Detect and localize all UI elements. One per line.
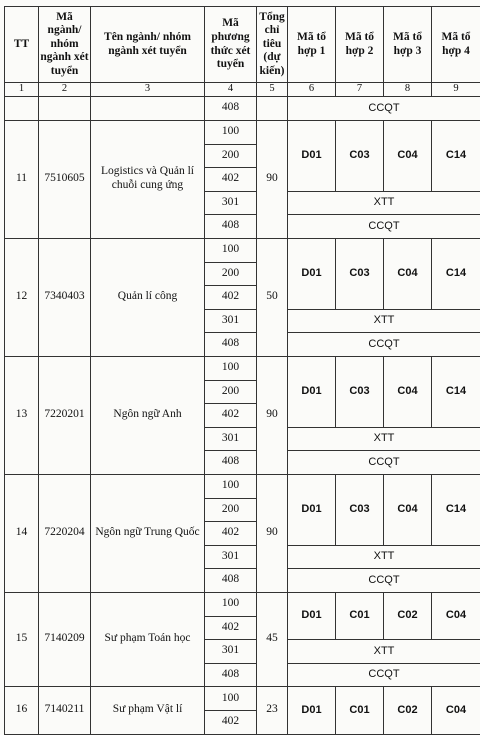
column-number: 4 [205,83,257,97]
combo-xtt: XTT [288,191,480,215]
method-code: 200 [205,380,257,404]
method-code: 402 [205,522,257,546]
method-code: 408 [205,569,257,593]
combo-4: C14 [432,474,480,545]
program-code: 7510605 [39,120,91,238]
program-name: Quản lí công [91,238,205,356]
cell-empty [257,97,288,121]
method-code: 408 [205,663,257,687]
header-row [5,7,480,83]
table-row [5,97,480,121]
combo-1: D01 [288,356,336,427]
combo-4: C14 [432,120,480,191]
combo-2: C01 [336,592,384,640]
table-row [5,687,480,711]
column-number: 7 [336,83,384,97]
combo-ccqt: CCQT [288,663,480,687]
admission-table [4,6,480,735]
column-number: 3 [91,83,205,97]
table-body [5,97,480,735]
column-number: 6 [288,83,336,97]
program-name: Ngôn ngữ Anh [91,356,205,474]
program-name: Ngôn ngữ Trung Quốc [91,474,205,592]
header-ma-phuong-thuc: Mã phương thức xét tuyển [205,7,257,83]
combo-1: D01 [288,238,336,309]
method-code: 301 [205,640,257,664]
header-to-hop-2: Mã tổ hợp 2 [336,7,384,83]
combo-xtt: XTT [288,545,480,569]
combo-ccqt: CCQT [288,333,480,357]
combo-3: C02 [384,592,432,640]
program-quota: 45 [257,592,288,687]
combo-3: C04 [384,474,432,545]
column-number: 2 [39,83,91,97]
table-row [5,356,480,380]
method-code: 402 [205,711,257,735]
combo-4: C14 [432,238,480,309]
row-tt: 15 [5,592,39,687]
program-quota: 90 [257,120,288,238]
program-code: 7140209 [39,592,91,687]
row-tt: 12 [5,238,39,356]
header-to-hop-4: Mã tổ hợp 4 [432,7,480,83]
combo-1: D01 [288,687,336,735]
combo-ccqt: CCQT [288,97,480,121]
combo-xtt: XTT [288,427,480,451]
combo-4: C04 [432,687,480,735]
method-code: 402 [205,404,257,428]
combo-xtt: XTT [288,309,480,333]
column-number: 1 [5,83,39,97]
cell-empty [5,97,39,121]
combo-3: C04 [384,238,432,309]
combo-2: C03 [336,120,384,191]
table-row [5,238,480,262]
method-code: 301 [205,427,257,451]
program-quota: 90 [257,474,288,592]
combo-2: C03 [336,356,384,427]
combo-ccqt: CCQT [288,215,480,239]
method-code: 402 [205,168,257,192]
method-code: 301 [205,309,257,333]
cell-empty [91,97,205,121]
program-code: 7140211 [39,687,91,735]
combo-2: C03 [336,238,384,309]
table-row [5,474,480,498]
table-row [5,120,480,144]
method-code: 408 [205,333,257,357]
header-tong-chi-tieu: Tổng chỉ tiêu (dự kiến) [257,7,288,83]
program-code: 7220201 [39,356,91,474]
combo-4: C04 [432,592,480,640]
table-row [5,592,480,616]
method-code: 100 [205,474,257,498]
column-number-row [5,83,480,97]
combo-ccqt: CCQT [288,569,480,593]
combo-1: D01 [288,474,336,545]
method-code: 100 [205,120,257,144]
combo-3: C04 [384,356,432,427]
method-code: 100 [205,238,257,262]
combo-ccqt: CCQT [288,451,480,475]
method-code: 100 [205,592,257,616]
combo-3: C04 [384,120,432,191]
method-code: 408 [205,451,257,475]
combo-3: C02 [384,687,432,735]
column-number: 5 [257,83,288,97]
header-tt: TT [5,7,39,83]
method-code: 402 [205,616,257,640]
combo-2: C01 [336,687,384,735]
method-code: 301 [205,191,257,215]
row-tt: 11 [5,120,39,238]
program-quota: 23 [257,687,288,735]
program-name: Sư phạm Toán học [91,592,205,687]
method-code: 200 [205,144,257,168]
header-to-hop-3: Mã tổ hợp 3 [384,7,432,83]
method-code: 408 [205,97,257,121]
row-tt: 13 [5,356,39,474]
header-ten-nganh: Tên ngành/ nhóm ngành xét tuyển [91,7,205,83]
combo-4: C14 [432,356,480,427]
method-code: 301 [205,545,257,569]
method-code: 408 [205,215,257,239]
method-code: 200 [205,262,257,286]
combo-2: C03 [336,474,384,545]
combo-1: D01 [288,592,336,640]
method-code: 200 [205,498,257,522]
header-ma-nganh: Mã ngành/ nhóm ngành xét tuyển [39,7,91,83]
method-code: 402 [205,286,257,310]
program-name: Sư phạm Vật lí [91,687,205,735]
program-quota: 90 [257,356,288,474]
column-number: 8 [384,83,432,97]
program-code: 7220204 [39,474,91,592]
row-tt: 14 [5,474,39,592]
method-code: 100 [205,356,257,380]
combo-1: D01 [288,120,336,191]
cell-empty [39,97,91,121]
program-code: 7340403 [39,238,91,356]
row-tt: 16 [5,687,39,735]
program-name: Logistics và Quản lí chuỗi cung ứng [91,120,205,238]
method-code: 100 [205,687,257,711]
header-to-hop-1: Mã tổ hợp 1 [288,7,336,83]
combo-xtt: XTT [288,640,480,664]
program-quota: 50 [257,238,288,356]
column-number: 9 [432,83,480,97]
